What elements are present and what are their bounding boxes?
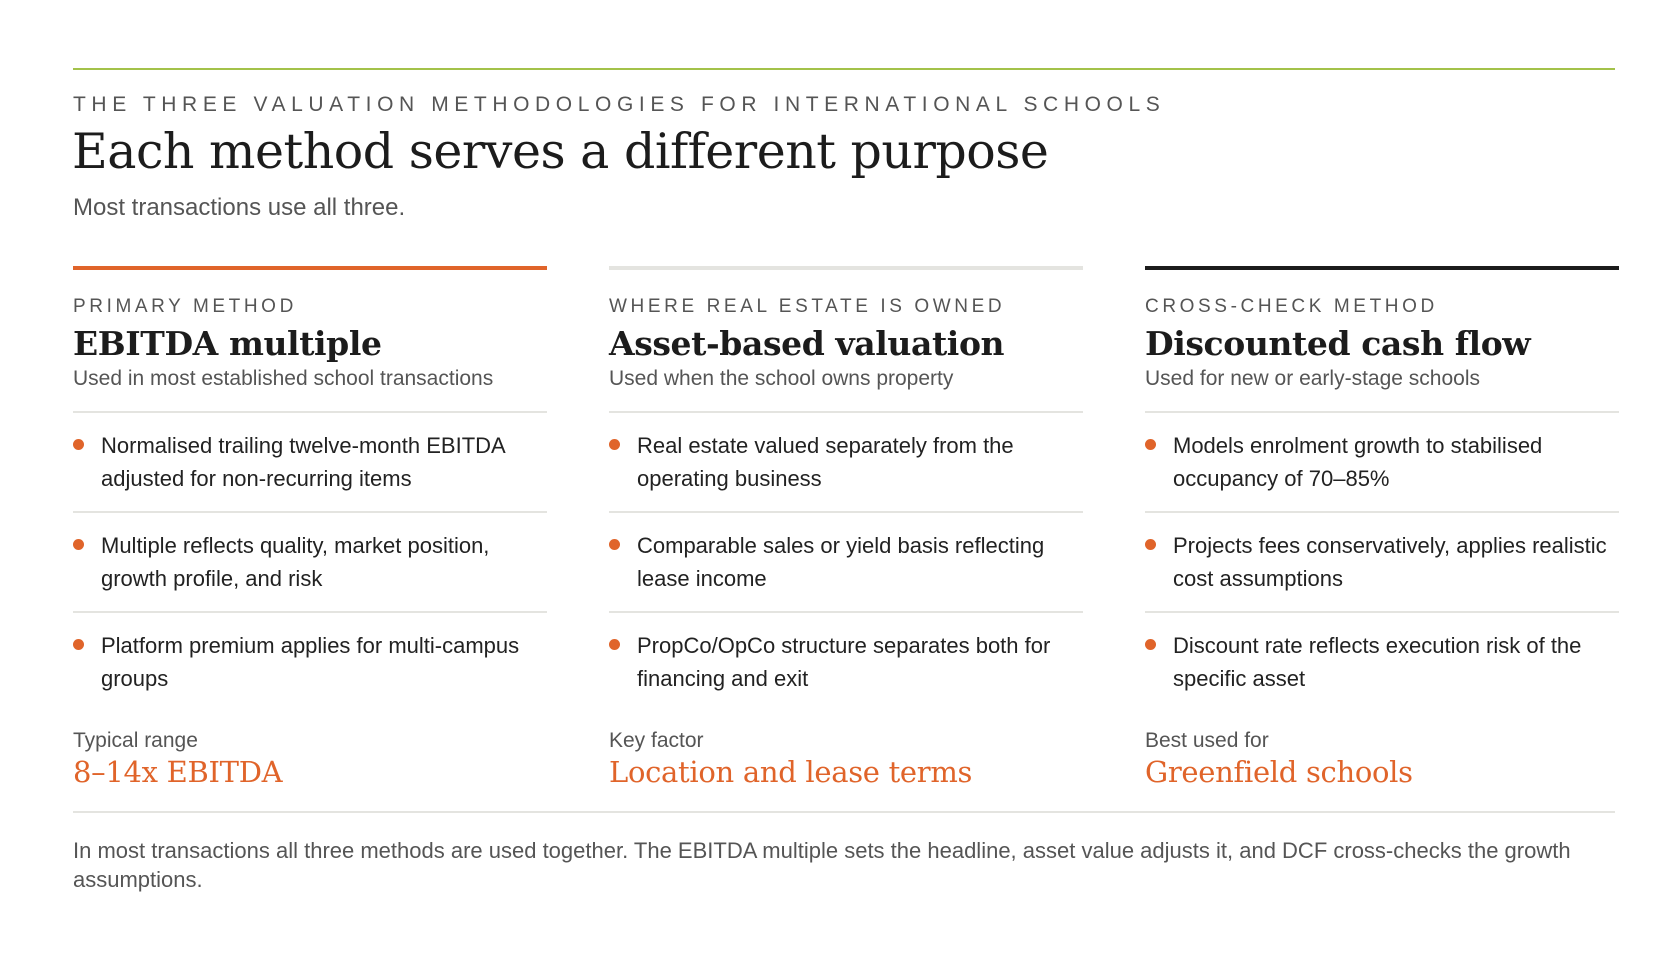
column-description: Used in most established school transactions <box>73 367 494 390</box>
footer-value: Greenfield schools <box>1145 755 1413 789</box>
method-column-ebitda <box>73 266 547 789</box>
page-subtitle: Most transactions use all three. <box>73 194 406 221</box>
column-title: Discounted cash flow <box>1145 324 1531 363</box>
method-column-asset <box>609 266 1083 789</box>
footer-value: 8–14x EBITDA <box>73 755 283 789</box>
column-accent-rule <box>73 266 547 270</box>
column-description: Used for new or early-stage schools <box>1145 367 1480 390</box>
column-description: Used when the school owns property <box>609 367 954 390</box>
bullet-text: PropCo/OpCo structure separates both for financing and exit <box>637 633 1051 691</box>
bullet-dot-icon <box>609 629 637 695</box>
list-item <box>1145 413 1619 513</box>
list-item <box>73 413 547 513</box>
column-accent-rule <box>1145 266 1619 270</box>
bullet-dot-icon <box>1145 529 1173 595</box>
bullet-dot-icon <box>73 429 101 495</box>
list-item <box>609 513 1083 613</box>
bottom-divider <box>73 811 1615 813</box>
bullet-dot-icon <box>73 529 101 595</box>
column-accent-rule <box>609 266 1083 270</box>
footnote: In most transactions all three methods are used together. The EBITDA multiple sets the headline, asset value adjusts it, and DCF cross-checks the growth assumptions. <box>73 838 1571 892</box>
eyebrow: THE THREE VALUATION METHODOLOGIES FOR INTERNATIONAL SCHOOLS <box>73 93 1166 116</box>
list-item <box>73 513 547 613</box>
bullet-text: Models enrolment growth to stabilised occupancy of 70–85% <box>1173 433 1543 491</box>
list-item <box>1145 513 1619 613</box>
bullet-text: Discount rate reflects execution risk of the specific asset <box>1173 633 1582 691</box>
bullet-dot-icon <box>609 529 637 595</box>
bullet-dot-icon <box>1145 429 1173 495</box>
top-rule <box>73 68 1615 70</box>
bullet-text: Projects fees conservatively, applies realistic cost assumptions <box>1173 533 1607 591</box>
bullet-dot-icon <box>73 629 101 695</box>
bullet-dot-icon <box>1145 629 1173 695</box>
list-item <box>1145 613 1619 711</box>
method-column-dcf <box>1145 266 1619 789</box>
list-item <box>609 413 1083 513</box>
bullet-text: Platform premium applies for multi-campus groups <box>101 633 520 691</box>
footer-label: Typical range <box>73 729 198 752</box>
column-label: PRIMARY METHOD <box>73 296 297 317</box>
column-label: CROSS-CHECK METHOD <box>1145 296 1438 317</box>
column-label: WHERE REAL ESTATE IS OWNED <box>609 296 1006 317</box>
bullet-text: Comparable sales or yield basis reflecting lease income <box>637 533 1045 591</box>
footer-label: Key factor <box>609 729 704 752</box>
footer-label: Best used for <box>1145 729 1269 752</box>
bullet-dot-icon <box>609 429 637 495</box>
bullet-list <box>73 411 547 711</box>
footer-value: Location and lease terms <box>609 755 973 789</box>
bullet-text: Real estate valued separately from the operating business <box>637 433 1014 491</box>
bullet-text: Normalised trailing twelve-month EBITDA adjusted for non-recurring items <box>101 433 505 491</box>
page-title: Each method serves a different purpose <box>72 123 1049 180</box>
column-title: Asset-based valuation <box>609 324 1005 363</box>
bullet-list <box>609 411 1083 711</box>
list-item <box>609 613 1083 711</box>
bullet-text: Multiple reflects quality, market position, growth profile, and risk <box>101 533 490 591</box>
bullet-list <box>1145 411 1619 711</box>
column-title: EBITDA multiple <box>73 324 382 363</box>
list-item <box>73 613 547 711</box>
